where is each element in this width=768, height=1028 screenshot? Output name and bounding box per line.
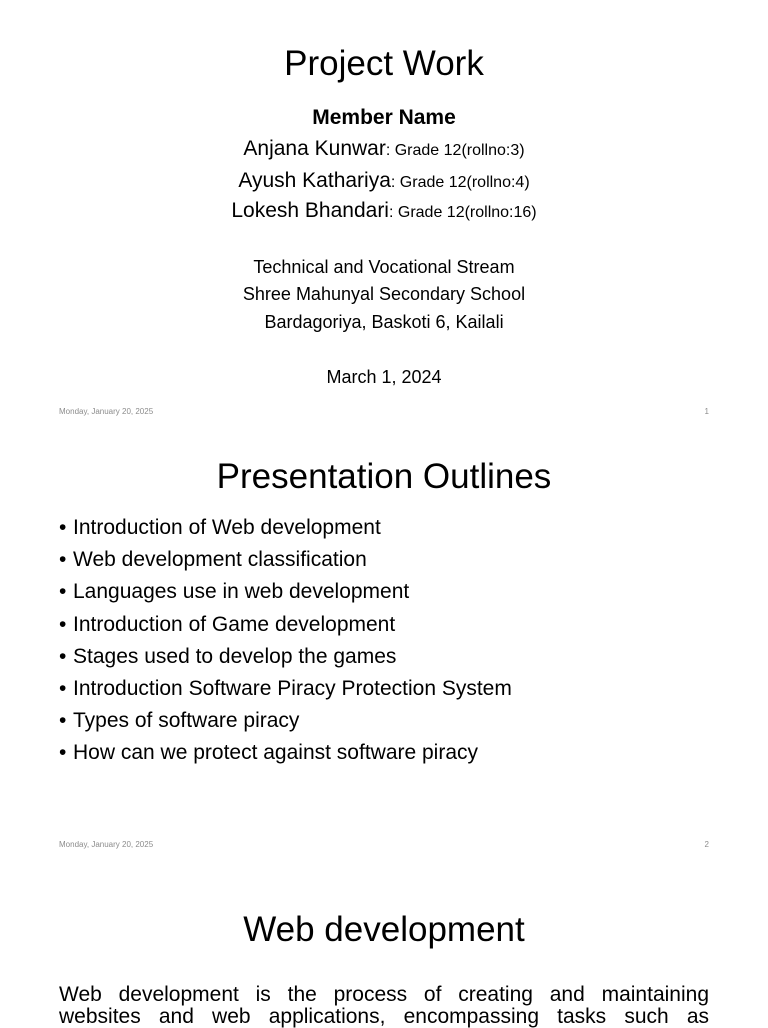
member-grade: : Grade 12(rollno:3) xyxy=(385,142,525,159)
list-item xyxy=(59,576,719,608)
paragraph-line: websites and web applications, encompassing tasks such as xyxy=(59,1005,709,1028)
outline-item-text: Introduction Software Piracy Protection System xyxy=(73,677,512,701)
list-item xyxy=(59,609,719,641)
slide1-title-wrap xyxy=(0,44,768,84)
member-name: Ayush Kathariya xyxy=(238,169,391,192)
list-item xyxy=(59,673,719,705)
slide3-title: Web development xyxy=(243,910,525,949)
list-item xyxy=(59,512,719,544)
member-row xyxy=(0,168,768,196)
slide1-footer-date: Monday, January 20, 2025 xyxy=(59,407,154,416)
list-item xyxy=(59,737,719,769)
member-row xyxy=(0,136,768,164)
stream-text: Technical and Vocational Stream xyxy=(253,257,515,277)
outline-item-text: Web development classification xyxy=(73,548,367,572)
bullet-icon: • xyxy=(59,580,67,604)
list-item xyxy=(59,705,719,737)
slide2-title: Presentation Outlines xyxy=(216,457,552,496)
outline-item-text: Introduction of Web development xyxy=(73,516,381,539)
member-name: Anjana Kunwar xyxy=(243,137,386,160)
member-name: Lokesh Bhandari xyxy=(231,199,389,222)
slide1-page-number: 1 xyxy=(704,407,709,416)
slide2-footer-date: Monday, January 20, 2025 xyxy=(59,840,154,849)
presentation-date: March 1, 2024 xyxy=(326,367,442,387)
bullet-icon: • xyxy=(59,612,67,636)
bullet-icon: • xyxy=(59,644,67,668)
school-name: Shree Mahunyal Secondary School xyxy=(242,284,526,304)
slide2-page-number: 2 xyxy=(704,840,709,849)
bullet-icon: • xyxy=(59,741,67,765)
outline-item-text: Stages used to develop the games xyxy=(73,644,397,668)
bullet-icon: • xyxy=(59,548,67,572)
school-address: Bardagoriya, Baskoti 6, Kailali xyxy=(264,312,504,332)
outline-item-text: How can we protect against software piracy xyxy=(73,741,479,765)
outline-item-text: Languages use in web development xyxy=(73,580,410,604)
member-row xyxy=(0,198,768,226)
outline-item-text: Introduction of Game development xyxy=(73,612,396,636)
bullet-icon: • xyxy=(59,677,67,701)
member-grade: : Grade 12(rollno:4) xyxy=(390,174,530,191)
list-item xyxy=(59,544,719,576)
slide2-title-wrap xyxy=(0,457,768,497)
slide1-title: Project Work xyxy=(284,44,484,83)
list-item xyxy=(59,641,719,673)
bullet-icon: • xyxy=(59,709,67,733)
slide3-title-wrap xyxy=(0,910,768,950)
bullet-icon: • xyxy=(59,516,67,539)
web-dev-paragraph xyxy=(59,984,709,1028)
member-heading: Member Name xyxy=(312,106,456,129)
outline-item-text: Types of software piracy xyxy=(73,709,300,733)
member-grade: : Grade 12(rollno:16) xyxy=(388,204,537,221)
paragraph-line: Web development is the process of creating and maintaining xyxy=(59,983,709,1006)
outline-list xyxy=(59,512,719,770)
